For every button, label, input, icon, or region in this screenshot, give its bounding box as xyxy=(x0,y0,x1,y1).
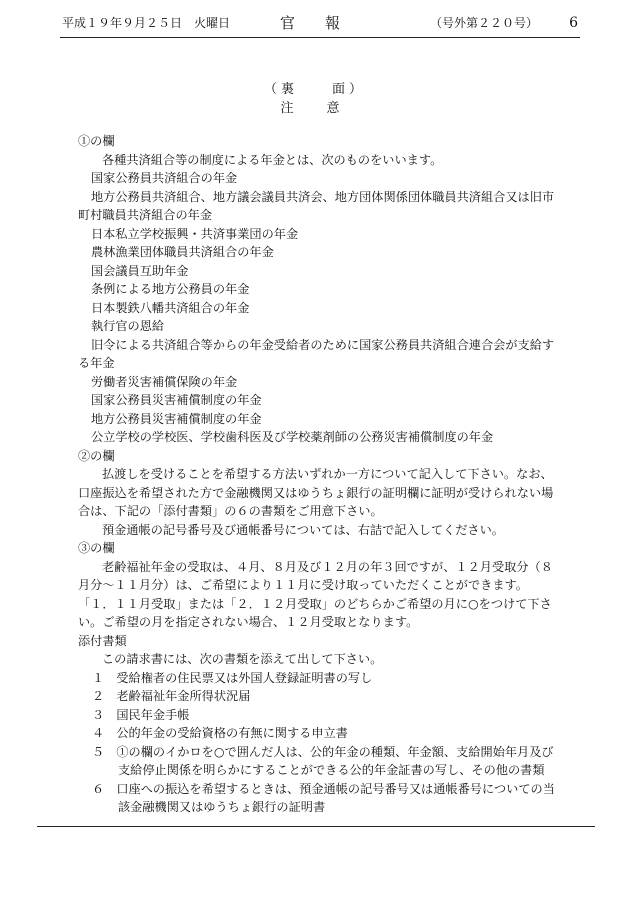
header-page-number: 6 xyxy=(569,15,578,31)
section-2-paragraph-2: 預金通帳の記号番号及び通帳番号については、右詰で記入してください。 xyxy=(102,522,504,537)
section-3-label: ③の欄 xyxy=(78,541,115,555)
header-title: 官 報 xyxy=(280,14,341,32)
attachments-label: 添付書類 xyxy=(78,633,127,648)
list-item: ４ 公的年金の受給資格の有無に関する申立書 xyxy=(92,726,348,740)
list-item: 地方公務員災害補償制度の年金 xyxy=(91,411,262,426)
header-issue-number: （号外第２２０号） xyxy=(430,16,539,30)
section-1-label: ①の欄 xyxy=(78,134,115,148)
header-rule xyxy=(60,37,580,38)
list-item: 農林漁業団体職員共済組合の年金 xyxy=(91,245,274,259)
list-item: 条例による地方公務員の年金 xyxy=(91,282,250,296)
list-item: ３ 国民年金手帳 xyxy=(92,707,190,722)
side-heading: （裏 面） xyxy=(263,82,366,97)
notice-heading: 注 意 xyxy=(280,101,350,116)
list-item: 国家公務員災害補償制度の年金 xyxy=(91,393,262,407)
attachments-intro: この請求書には、次の書類を添えて出して下さい。 xyxy=(102,652,383,666)
list-item: 国会議員互助年金 xyxy=(91,263,189,278)
list-item: 国家公務員共済組合の年金 xyxy=(91,171,238,185)
list-item: 執行官の恩給 xyxy=(91,319,165,333)
section-3-paragraph: 老齢福祉年金の受取は、４月、８月及び１２月の年３回ですが、１２月受取分（８月分〜１１月分）は、ご希望により１１月に受け取っていただくことができます。「１．１１月受取」または「２．１２月受取」のどちらかご希望の月に○をつけて下さい。ご希望の月を指定されない場合、１２月受取となります。 xyxy=(78,559,553,629)
list-item: 公立学校の学校医、学校歯科医及び学校薬剤師の公務災害補償制度の年金 xyxy=(91,430,494,444)
footer-rule xyxy=(37,826,595,827)
notice-body xyxy=(78,132,556,817)
page-header xyxy=(62,12,578,34)
list-item: ５ ①の欄のイかロを○で囲んだ人は、公的年金の種類、年金額、支給開始年月及び支給停止関係を明らかにすることができる公的年金証書の写し、その他の書類 xyxy=(92,744,554,777)
list-item: １ 受給権者の住民票又は外国人登録証明書の写し xyxy=(92,670,373,685)
list-item: 労働者災害補償保険の年金 xyxy=(91,374,238,389)
list-item: 旧令による共済組合等からの年金受給者のために国家公務員共済組合連合会が支給する年金 xyxy=(78,337,555,370)
list-item: 日本製鉄八幡共済組合の年金 xyxy=(91,300,250,315)
list-item: 日本私立学校振興・共済事業団の年金 xyxy=(91,226,299,241)
header-date: 平成１９年９月２５日 火曜日 xyxy=(62,16,231,30)
list-item: ６ 口座への振込を希望するときは、預金通帳の記号番号又は通帳番号についての当該金融機関又はゆうちょ銀行の証明書 xyxy=(92,781,555,814)
section-2-paragraph-1: 払渡しを受けることを希望する方法いずれか一方について記入して下さい。なお、口座振込を希望された方で金融機関又はゆうちょ銀行の証明欄に証明が受けられない場合は、下記の「添付書類」の６の書類をご用意下さい。 xyxy=(78,467,554,518)
list-item: 地方公務員共済組合、地方議会議員共済会、地方団体関係団体職員共済組合又は旧市町村職員共済組合の年金 xyxy=(78,189,555,222)
attachments-list xyxy=(78,669,556,817)
section-1-list xyxy=(78,169,556,447)
section-2-label: ②の欄 xyxy=(78,448,115,463)
section-1-intro: 各種共済組合等の制度による年金とは、次のものをいいます。 xyxy=(102,152,443,167)
list-item: ２ 老齢福祉年金所得状況届 xyxy=(92,689,251,703)
